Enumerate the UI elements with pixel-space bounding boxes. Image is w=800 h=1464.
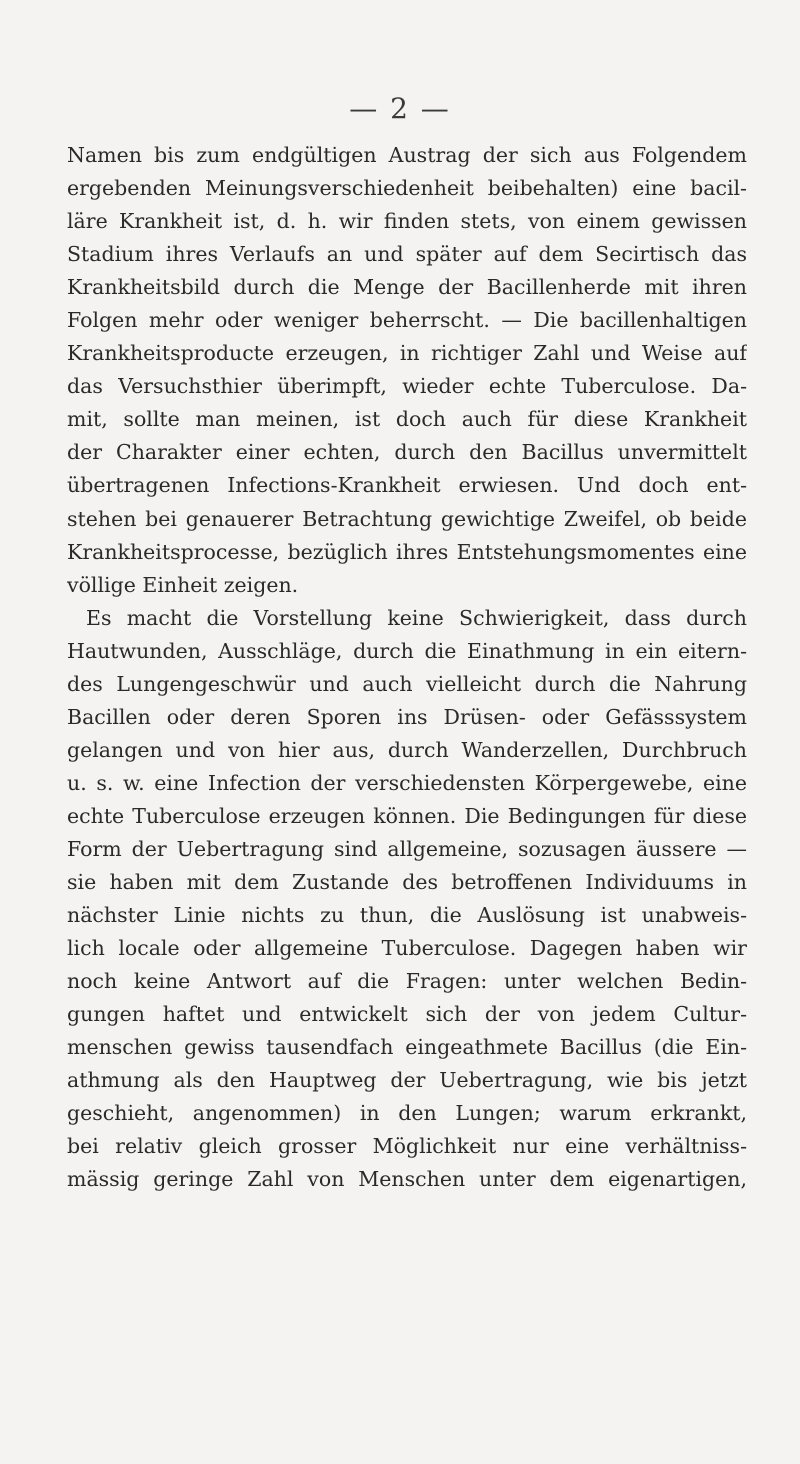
text-line: geschieht, angenommen) in den Lungen; warum erkrankt, (67, 1101, 747, 1126)
text-line: Es macht die Vorstellung keine Schwierigkeit, dass durch (86, 605, 747, 630)
text-line: Bacillen oder deren Sporen ins Drüsen- oder Gefässsystem (67, 704, 747, 729)
text-line: Krankheitsbild durch die Menge der Bacillenherde mit ihren (67, 275, 747, 300)
text-line: mässig geringe Zahl von Menschen unter dem eigenartigen, (67, 1167, 747, 1192)
text-line: bei relativ gleich grosser Möglichkeit nur eine verhältniss- (67, 1134, 747, 1159)
text-line: u. s. w. eine Infection der verschiedensten Körpergewebe, eine (67, 770, 747, 795)
text-line: stehen bei genauerer Betrachtung gewichtige Zweifel, ob beide (67, 506, 747, 531)
page-number: — 2 — (349, 92, 451, 125)
text-line: Krankheitsprocesse, bezüglich ihres Entstehungsmomentes eine (67, 539, 747, 564)
text-line: Folgen mehr oder weniger beherrscht. — Die bacillenhaltigen (67, 308, 747, 333)
text-line: Stadium ihres Verlaufs an und später auf dem Secirtisch das (67, 242, 747, 267)
text-line: gelangen und von hier aus, durch Wanderzellen, Durchbruch (67, 737, 747, 762)
text-line: ergebenden Meinungsverschiedenheit beibehalten) eine bacil- (67, 176, 747, 201)
text-line: sie haben mit dem Zustande des betroffenen Individuums in (67, 870, 747, 895)
text-line: menschen gewiss tausendfach eingeathmete Bacillus (die Ein- (67, 1035, 747, 1060)
text-line: mit, sollte man meinen, ist doch auch für diese Krankheit (67, 407, 747, 432)
text-line: Namen bis zum endgültigen Austrag der sich aus Folgendem (67, 143, 747, 167)
text-line: Hautwunden, Ausschläge, durch die Einathmung in ein eitern- (67, 638, 747, 663)
text-line: der Charakter einer echten, durch den Bacillus unvermittelt (67, 440, 747, 465)
text-line: übertragenen Infections-Krankheit erwiesen. Und doch ent- (67, 473, 747, 498)
text-line: des Lungengeschwür und auch vielleicht durch die Nahrung (67, 671, 747, 696)
text-line: lich locale oder allgemeine Tuberculose. Dagegen haben wir (67, 936, 747, 961)
paragraph-1 (67, 139, 747, 602)
text-line: läre Krankheit ist, d. h. wir finden stets, von einem gewissen (67, 209, 747, 234)
text-line: echte Tuberculose erzeugen können. Die Bedingungen für diese (67, 803, 747, 828)
text-line: athmung als den Hauptweg der Uebertragung, wie bis jetzt (67, 1068, 747, 1093)
body-text (67, 139, 747, 1197)
text-line: das Versuchsthier überimpft, wieder echte Tuberculose. Da- (67, 374, 747, 399)
text-line: gungen haftet und entwickelt sich der von jedem Cultur- (67, 1002, 747, 1027)
text-line: Form der Uebertragung sind allgemeine, sozusagen äussere — (67, 836, 747, 861)
text-line: nächster Linie nichts zu thun, die Auslösung ist unabweis- (67, 903, 747, 928)
paragraph-2 (67, 602, 747, 1197)
text-line: Krankheitsproducte erzeugen, in richtiger Zahl und Weise auf (67, 341, 747, 366)
text-line: noch keine Antwort auf die Fragen: unter welchen Bedin- (67, 969, 747, 994)
text-line: völlige Einheit zeigen. (67, 572, 299, 597)
